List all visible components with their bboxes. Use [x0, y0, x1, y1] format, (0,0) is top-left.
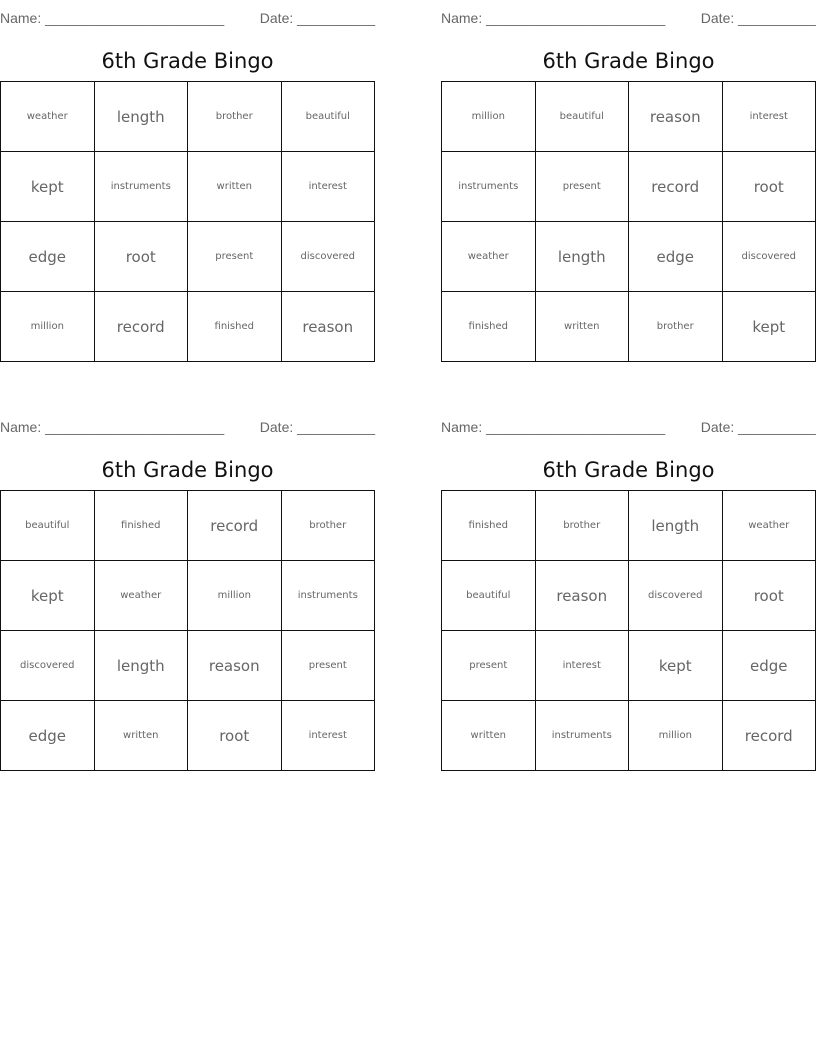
- header-fields: [441, 419, 816, 437]
- bingo-cell[interactable]: present: [535, 152, 629, 222]
- bingo-cell[interactable]: weather: [442, 222, 536, 292]
- grid-row: [442, 292, 816, 362]
- bingo-cell[interactable]: discovered: [281, 222, 375, 292]
- card-title: 6th Grade Bingo: [101, 458, 274, 482]
- bingo-cell[interactable]: weather: [94, 561, 188, 631]
- bingo-cell[interactable]: reason: [281, 292, 375, 362]
- header-fields: [441, 10, 816, 28]
- bingo-cell[interactable]: interest: [281, 152, 375, 222]
- bingo-cell[interactable]: present: [281, 631, 375, 701]
- card-title: 6th Grade Bingo: [101, 49, 274, 73]
- grid-row: [1, 561, 375, 631]
- bingo-cell[interactable]: written: [442, 701, 536, 771]
- bingo-grid: [0, 81, 375, 362]
- grid-row: [1, 631, 375, 701]
- bingo-cell[interactable]: instruments: [442, 152, 536, 222]
- bingo-cell[interactable]: record: [94, 292, 188, 362]
- grid-row: [442, 701, 816, 771]
- bingo-cell[interactable]: brother: [188, 82, 282, 152]
- bingo-cell[interactable]: length: [94, 631, 188, 701]
- grid-row: [442, 631, 816, 701]
- bingo-cell[interactable]: written: [94, 701, 188, 771]
- bingo-cell[interactable]: root: [722, 561, 816, 631]
- date-field[interactable]: Date: __________: [700, 419, 816, 435]
- bingo-cell[interactable]: million: [188, 561, 282, 631]
- bingo-cell[interactable]: finished: [442, 491, 536, 561]
- grid-row: [442, 561, 816, 631]
- bingo-cell[interactable]: million: [629, 701, 723, 771]
- bingo-cell[interactable]: length: [535, 222, 629, 292]
- bingo-cell[interactable]: beautiful: [281, 82, 375, 152]
- header-fields: [0, 10, 375, 28]
- bingo-cell[interactable]: reason: [535, 561, 629, 631]
- bingo-cell[interactable]: record: [629, 152, 723, 222]
- bingo-card: [0, 8, 375, 378]
- card-title: 6th Grade Bingo: [542, 458, 715, 482]
- bingo-cell[interactable]: root: [94, 222, 188, 292]
- bingo-cell[interactable]: record: [722, 701, 816, 771]
- grid-row: [442, 82, 816, 152]
- grid-row: [442, 152, 816, 222]
- bingo-cell[interactable]: million: [442, 82, 536, 152]
- grid-row: [1, 292, 375, 362]
- bingo-cell[interactable]: finished: [94, 491, 188, 561]
- bingo-card: [441, 8, 816, 378]
- bingo-cell[interactable]: weather: [722, 491, 816, 561]
- name-field[interactable]: Name: _______________________: [441, 419, 666, 435]
- bingo-grid: [0, 490, 375, 771]
- bingo-card: [0, 417, 375, 787]
- bingo-cell[interactable]: edge: [1, 222, 95, 292]
- bingo-cell[interactable]: beautiful: [535, 82, 629, 152]
- bingo-cell[interactable]: record: [188, 491, 282, 561]
- card-title: 6th Grade Bingo: [542, 49, 715, 73]
- bingo-cell[interactable]: length: [629, 491, 723, 561]
- bingo-cell[interactable]: discovered: [1, 631, 95, 701]
- bingo-cell[interactable]: interest: [281, 701, 375, 771]
- bingo-cell[interactable]: discovered: [629, 561, 723, 631]
- bingo-cell[interactable]: brother: [281, 491, 375, 561]
- bingo-cell[interactable]: written: [535, 292, 629, 362]
- grid-row: [1, 701, 375, 771]
- bingo-cell[interactable]: reason: [188, 631, 282, 701]
- bingo-cell[interactable]: beautiful: [442, 561, 536, 631]
- grid-row: [1, 491, 375, 561]
- bingo-cell[interactable]: root: [722, 152, 816, 222]
- bingo-cell[interactable]: kept: [722, 292, 816, 362]
- bingo-cell[interactable]: finished: [442, 292, 536, 362]
- bingo-cell[interactable]: instruments: [535, 701, 629, 771]
- bingo-cell[interactable]: beautiful: [1, 491, 95, 561]
- name-field[interactable]: Name: _______________________: [0, 419, 225, 435]
- bingo-cell[interactable]: kept: [1, 152, 95, 222]
- grid-row: [1, 222, 375, 292]
- bingo-grid: [441, 490, 816, 771]
- bingo-cell[interactable]: finished: [188, 292, 282, 362]
- bingo-cell[interactable]: edge: [722, 631, 816, 701]
- bingo-cell[interactable]: interest: [535, 631, 629, 701]
- bingo-cell[interactable]: brother: [629, 292, 723, 362]
- bingo-cell[interactable]: brother: [535, 491, 629, 561]
- grid-row: [1, 152, 375, 222]
- date-field[interactable]: Date: __________: [259, 419, 375, 435]
- grid-row: [442, 491, 816, 561]
- bingo-cell[interactable]: instruments: [94, 152, 188, 222]
- bingo-cell[interactable]: discovered: [722, 222, 816, 292]
- bingo-cell[interactable]: written: [188, 152, 282, 222]
- bingo-cell[interactable]: length: [94, 82, 188, 152]
- bingo-cell[interactable]: interest: [722, 82, 816, 152]
- bingo-cell[interactable]: root: [188, 701, 282, 771]
- bingo-cell[interactable]: kept: [629, 631, 723, 701]
- bingo-cell[interactable]: present: [188, 222, 282, 292]
- bingo-cell[interactable]: weather: [1, 82, 95, 152]
- bingo-cell[interactable]: present: [442, 631, 536, 701]
- name-field[interactable]: Name: _______________________: [441, 10, 666, 26]
- grid-row: [442, 222, 816, 292]
- bingo-cell[interactable]: edge: [629, 222, 723, 292]
- bingo-grid: [441, 81, 816, 362]
- name-field[interactable]: Name: _______________________: [0, 10, 225, 26]
- grid-row: [1, 82, 375, 152]
- bingo-cell[interactable]: kept: [1, 561, 95, 631]
- bingo-cell[interactable]: million: [1, 292, 95, 362]
- bingo-cell[interactable]: reason: [629, 82, 723, 152]
- header-fields: [0, 419, 375, 437]
- bingo-cell[interactable]: instruments: [281, 561, 375, 631]
- date-field[interactable]: Date: __________: [700, 10, 816, 26]
- bingo-cell[interactable]: edge: [1, 701, 95, 771]
- bingo-card: [441, 417, 816, 787]
- date-field[interactable]: Date: __________: [259, 10, 375, 26]
